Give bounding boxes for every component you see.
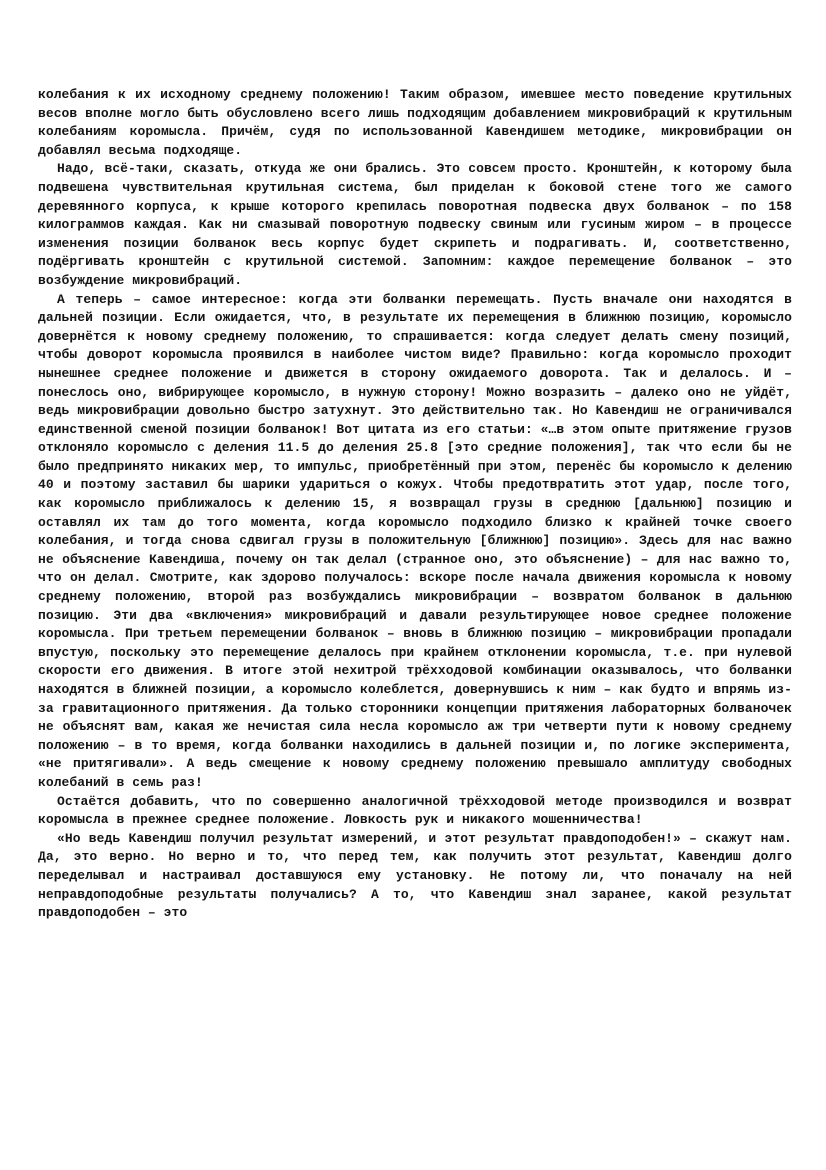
paragraph-5: «Но ведь Кавендиш получил результат измерений, и этот результат правдоподобен!» – скажут нам. Да, это верно. Но верно и то, что перед тем, как получить этот результат, Кавендиш долго переделывал и настраивал доставшуюся ему установку. Не потому ли, что поначалу на ней неправдоподобные результаты получались? А то, что Кавендиш знал заранее, какой результат правдоподобен – это	[38, 830, 800, 921]
paragraph-4: Остаётся добавить, что по совершенно аналогичной трёхходовой методе производился и возврат коромысла в прежнее среднее положение. Ловкость рук и никакого мошенничества!	[38, 793, 800, 828]
paragraph-2: Надо, всё-таки, сказать, откуда же они брались. Это совсем просто. Кронштейн, к которому была подвешена чувствительная крутильная система, был приделан к боковой стене того же самого деревянного корпуса, к крыше которого крепилась поворотная подвеска двух болванок – по 158 килограммов каждая. Как ни смазывай поворотную подвеску свиным или гусиным жиром – в процессе изменения позиции болванок весь корпус будет скрипеть и подрагивать. И, соответственно, подёргивать кронштейн с крутильной системой. Запомним: каждое перемещение болванок – это возбуждение микровибраций.	[38, 161, 800, 288]
paragraph-3: А теперь – самое интересное: когда эти болванки перемещать. Пусть вначале они находятся в дальней позиции. Если ожидается, что, в результате их перемещения в ближнюю позицию, коромысло довернётся к новому среднему положению, то спрашивается: когда следует делать смену позиций, чтобы доворот коромысла проявился в наиболее чистом виде? Правильно: когда коромысло проходит нынешнее среднее положение и движется в сторону ожидаемого доворота. Так и делалось. И – понеслось оно, вибрирующее коромысло, в нужную сторону! Можно возразить – далеко оно не уйдёт, ведь микровибрации довольно быстро затухнут. Это действительно так. Но Кавендиш не ограничивался единственной сменой позиции болванок! Вот цитата из его статьи: «…в этом опыте притяжение грузов отклоняло коромысло с деления 11.5 до деления 25.8 [это средние положения], так что если бы не было предпринято никаких мер, то импульс, приобретённый при этом, перенёс бы коромысло к делению 40 и поэтому заставил бы шарики удариться о кожух. Чтобы предотвратить этот удар, после того, как коромысло приближалось к делению 15, я возвращал грузы в среднюю [дальнюю] позицию и оставлял их там до того момента, когда коромысло подходило близко к крайней точке своего колебания, и тогда снова сдвигал грузы в положительную [ближнюю] позицию». Здесь для нас важно не объяснение Кавендиша, почему он так делал (странное оно, это объяснение) – для нас важно то, что он делал. Смотрите, как здорово получалось: вскоре после начала движения коромысла к новому среднему положению, второй раз возбуждались микровибрации – возвратом болванок в дальнюю позицию. Эти два «включения» микровибраций и давали результирующее новое среднее положение коромысла. При третьем перемещении болванок – вновь в ближнюю позицию – микровибрации пропадали впустую, поскольку это перемещение делалось при крайнем отклонении коромысла, т.е. при нулевой скорости его движения. В итоге этой нехитрой трёхходовой комбинации оказывалось, что болванки находятся в ближней позиции, а коромысло колеблется, довернувшись к ним – как будто и впрямь из-за гравитационного притяжения. Да только сторонники концепции притяжения лабораторных болваночек не объяснят вам, какая же нечистая сила несла коромысло аж три четверти пути к новому среднему положению – в то время, когда болванки находились в дальней позиции и, по логике эксперимента, «не притягивали». А ведь смещение к новому среднему положению превышало амплитуду свободных колебаний в семь раз!	[38, 291, 800, 790]
paragraph-1: колебания к их исходному среднему положению! Таким образом, имевшее место поведение крутильных весов вполне могло быть обусловлено всего лишь подходящим добавлением микровибраций к крутильным колебаниям коромысла. Причём, судя по использованной Кавендишем методике, микровибрации он добавлял весьма подходяще.	[38, 87, 800, 158]
document-page	[38, 86, 800, 923]
